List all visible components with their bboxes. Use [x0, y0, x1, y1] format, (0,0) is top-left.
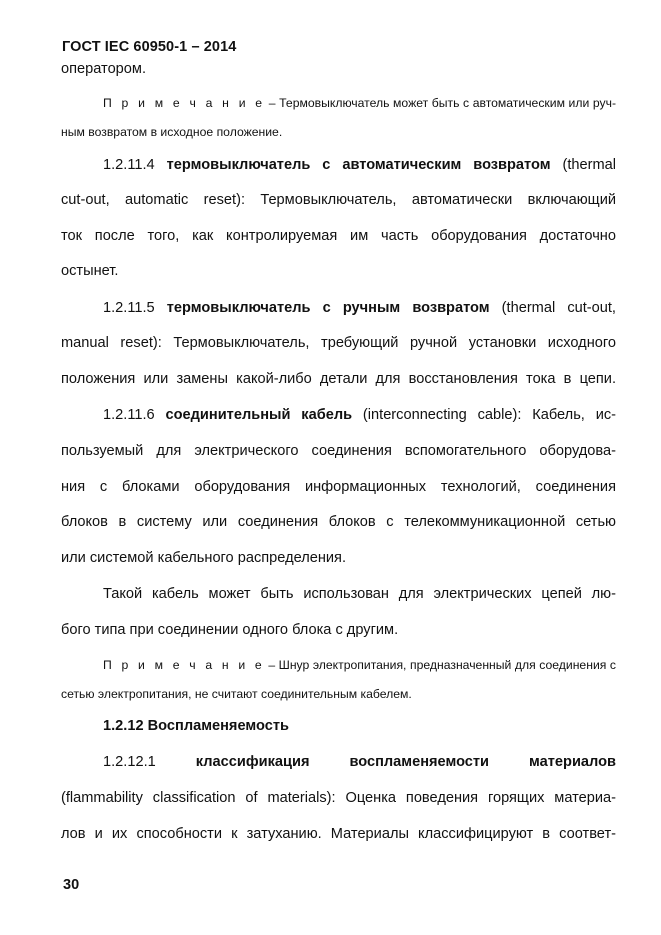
note-label: П р и м е ч а н и е — [103, 96, 266, 110]
definition-line — [103, 155, 616, 175]
defined-term-word: воспламеняемости — [349, 754, 490, 770]
note-text: – Термовыключатель может быть с автоматическим или руч- — [265, 96, 616, 110]
clause-number: 1.2.11.4 — [103, 157, 167, 173]
text-line: ния с блоками оборудования информационных технологий, соединения — [61, 479, 616, 495]
page-number: 30 — [63, 877, 80, 893]
note-text: – Шнур электропитания, предназначенный для соединения с — [264, 658, 616, 672]
note-line: сетью электропитания, не считают соединительным кабелем. — [61, 687, 412, 701]
defined-term-word: классификация — [195, 754, 310, 770]
clause-number: 1.2.11.5 — [103, 300, 167, 316]
definition-line — [103, 405, 616, 425]
defined-term: термовыключатель с ручным возвратом — [166, 300, 490, 316]
note-line — [103, 655, 616, 675]
defined-term: термовыключатель с автоматическим возвратом — [166, 157, 551, 173]
term-english: (thermal — [550, 157, 617, 173]
note-label: П р и м е ч а н и е — [103, 658, 265, 672]
text-line: лов и их способности к затуханию. Материалы классифицируют в соответ- — [61, 826, 616, 842]
text-line: Такой кабель может быть использован для электрических цепей лю- — [103, 586, 616, 602]
definition-line — [103, 752, 616, 772]
text-line: остынет. — [61, 263, 119, 279]
term-english: (thermal cut-out, — [489, 300, 616, 316]
text-line: оператором. — [61, 61, 147, 77]
document-header: ГОСТ IEC 60950-1 – 2014 — [62, 39, 237, 55]
text-line: бого типа при соединении одного блока с другим. — [61, 622, 399, 638]
clause-number: 1.2.11.6 — [103, 407, 166, 423]
text-line: положения или замены какой-либо детали для восстановления тока в цепи. — [61, 371, 616, 387]
text-line: cut-out, automatic reset): Термовыключатель, автоматически включающий — [61, 192, 616, 208]
section-heading: 1.2.12 Воспламеняемость — [103, 718, 289, 734]
clause-number: 1.2.12.1 — [103, 754, 156, 770]
text-line: блоков в систему или соединения блоков с телекоммуникационной сетью — [61, 514, 616, 530]
defined-term: соединительный кабель — [165, 407, 353, 423]
text-line: пользуемый для электрического соединения вспомогательного оборудова- — [61, 443, 616, 459]
text-line: ток после того, как контролируемая им часть оборудования достаточно — [61, 228, 616, 244]
note-line: ным возвратом в исходное положение. — [61, 125, 283, 139]
text-line: manual reset): Термовыключатель, требующий ручной установки исходного — [61, 335, 616, 351]
text-line: (flammability classification of materials): Оценка поведения горящих материа- — [61, 790, 616, 806]
text-line: или системой кабельного распределения. — [61, 550, 347, 566]
note-line — [103, 93, 616, 113]
definition-line — [103, 298, 616, 318]
term-english: (interconnecting cable): Кабель, ис- — [352, 407, 616, 423]
defined-term-word: материалов — [529, 754, 616, 770]
